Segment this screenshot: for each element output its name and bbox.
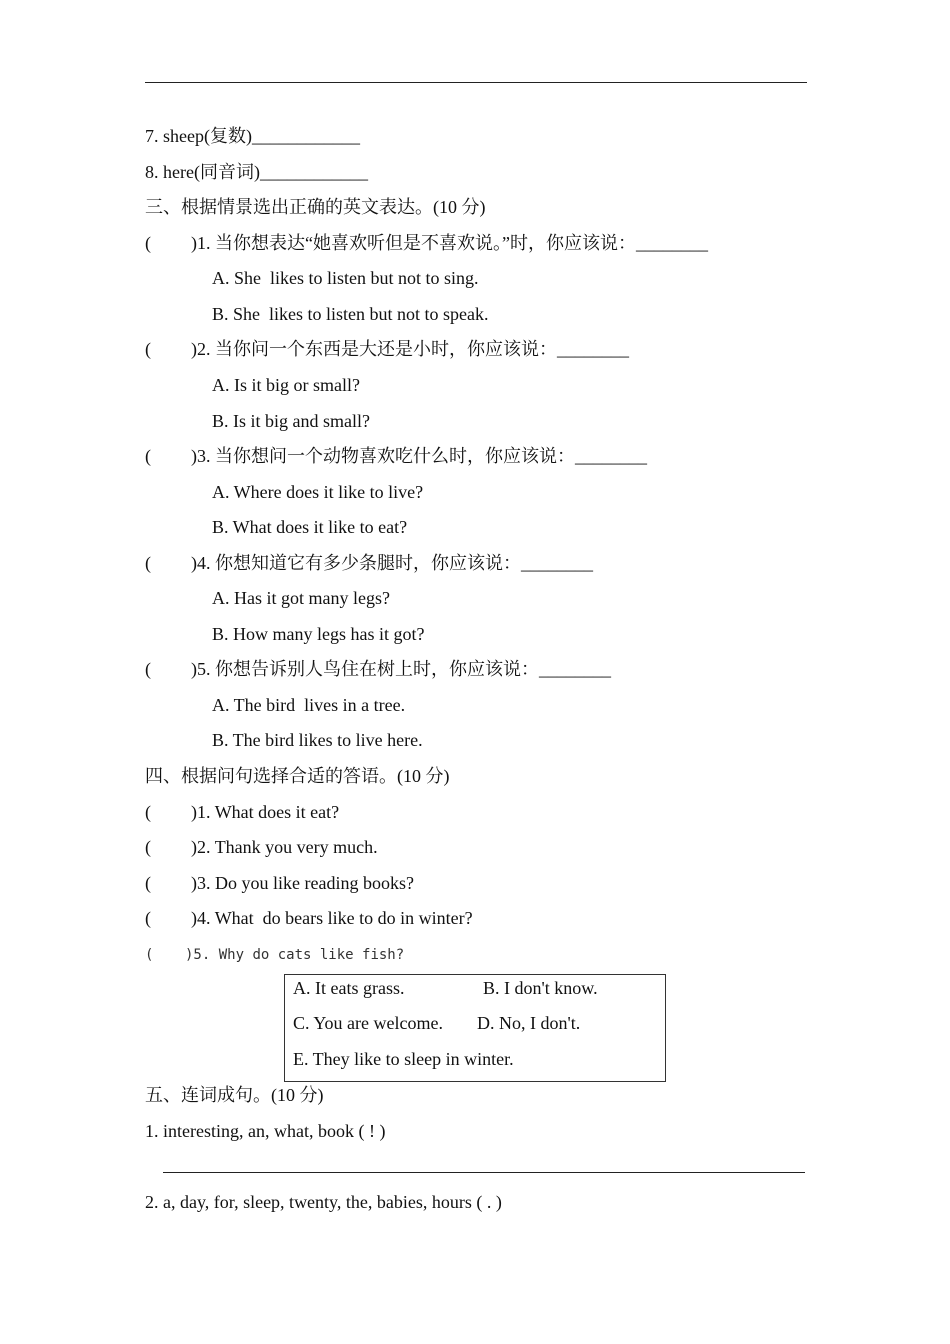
section-5-heading: 五、连词成句。(10 分) (145, 1085, 324, 1105)
s4-question-4: ( )4. What do bears like to do in winter? (145, 908, 473, 928)
s4-question-2: ( )2. Thank you very much. (145, 837, 378, 857)
answer-options-box (284, 974, 666, 1082)
option-b: B. I don't know. (483, 978, 598, 998)
header-rule (145, 82, 807, 83)
s5-item-1: 1. interesting, an, what, book ( ! ) (145, 1121, 386, 1141)
section-4-heading: 四、根据问句选择合适的答语。(10 分) (145, 766, 450, 786)
s4-question-5: ( )5. Why do cats like fish? (145, 947, 405, 963)
s3-q5-option-b: B. The bird likes to live here. (212, 730, 423, 750)
s3-question-3: ( )3. 当你想问一个动物喜欢吃什么时，你应该说：________ (145, 446, 647, 466)
s3-q2-option-b: B. Is it big and small? (212, 411, 370, 431)
s3-question-1: ( )1. 当你想表达“她喜欢听但是不喜欢说。”时，你应该说：________ (145, 233, 708, 253)
vocab-item-7: 7. sheep(复数)____________ (145, 126, 360, 146)
option-a: A. It eats grass. (293, 978, 405, 998)
s3-q4-option-a: A. Has it got many legs? (212, 588, 390, 608)
s5-item-2: 2. a, day, for, sleep, twenty, the, babies, hours ( . ) (145, 1192, 502, 1212)
s3-question-4: ( )4. 你想知道它有多少条腿时，你应该说：________ (145, 553, 593, 573)
section-3-heading: 三、根据情景选出正确的英文表达。(10 分) (145, 197, 486, 217)
s3-q3-option-b: B. What does it like to eat? (212, 517, 408, 537)
s3-question-2: ( )2. 当你问一个东西是大还是小时，你应该说：________ (145, 339, 629, 359)
vocab-item-8: 8. here(同音词)____________ (145, 162, 368, 182)
option-c: C. You are welcome. (293, 1013, 443, 1033)
s3-question-5: ( )5. 你想告诉别人鸟住在树上时，你应该说：________ (145, 659, 611, 679)
s3-q1-option-b: B. She likes to listen but not to speak. (212, 304, 489, 324)
s3-q5-option-a: A. The bird lives in a tree. (212, 695, 406, 715)
s3-q4-option-b: B. How many legs has it got? (212, 624, 425, 644)
s4-question-3: ( )3. Do you like reading books? (145, 873, 414, 893)
s5-item-1-answer-line[interactable] (163, 1172, 805, 1173)
s3-q1-option-a: A. She likes to listen but not to sing. (212, 268, 479, 288)
option-d: D. No, I don't. (477, 1013, 581, 1033)
s4-question-1: ( )1. What does it eat? (145, 802, 340, 822)
s3-q2-option-a: A. Is it big or small? (212, 375, 360, 395)
option-e: E. They like to sleep in winter. (293, 1049, 514, 1069)
s3-q3-option-a: A. Where does it like to live? (212, 482, 424, 502)
